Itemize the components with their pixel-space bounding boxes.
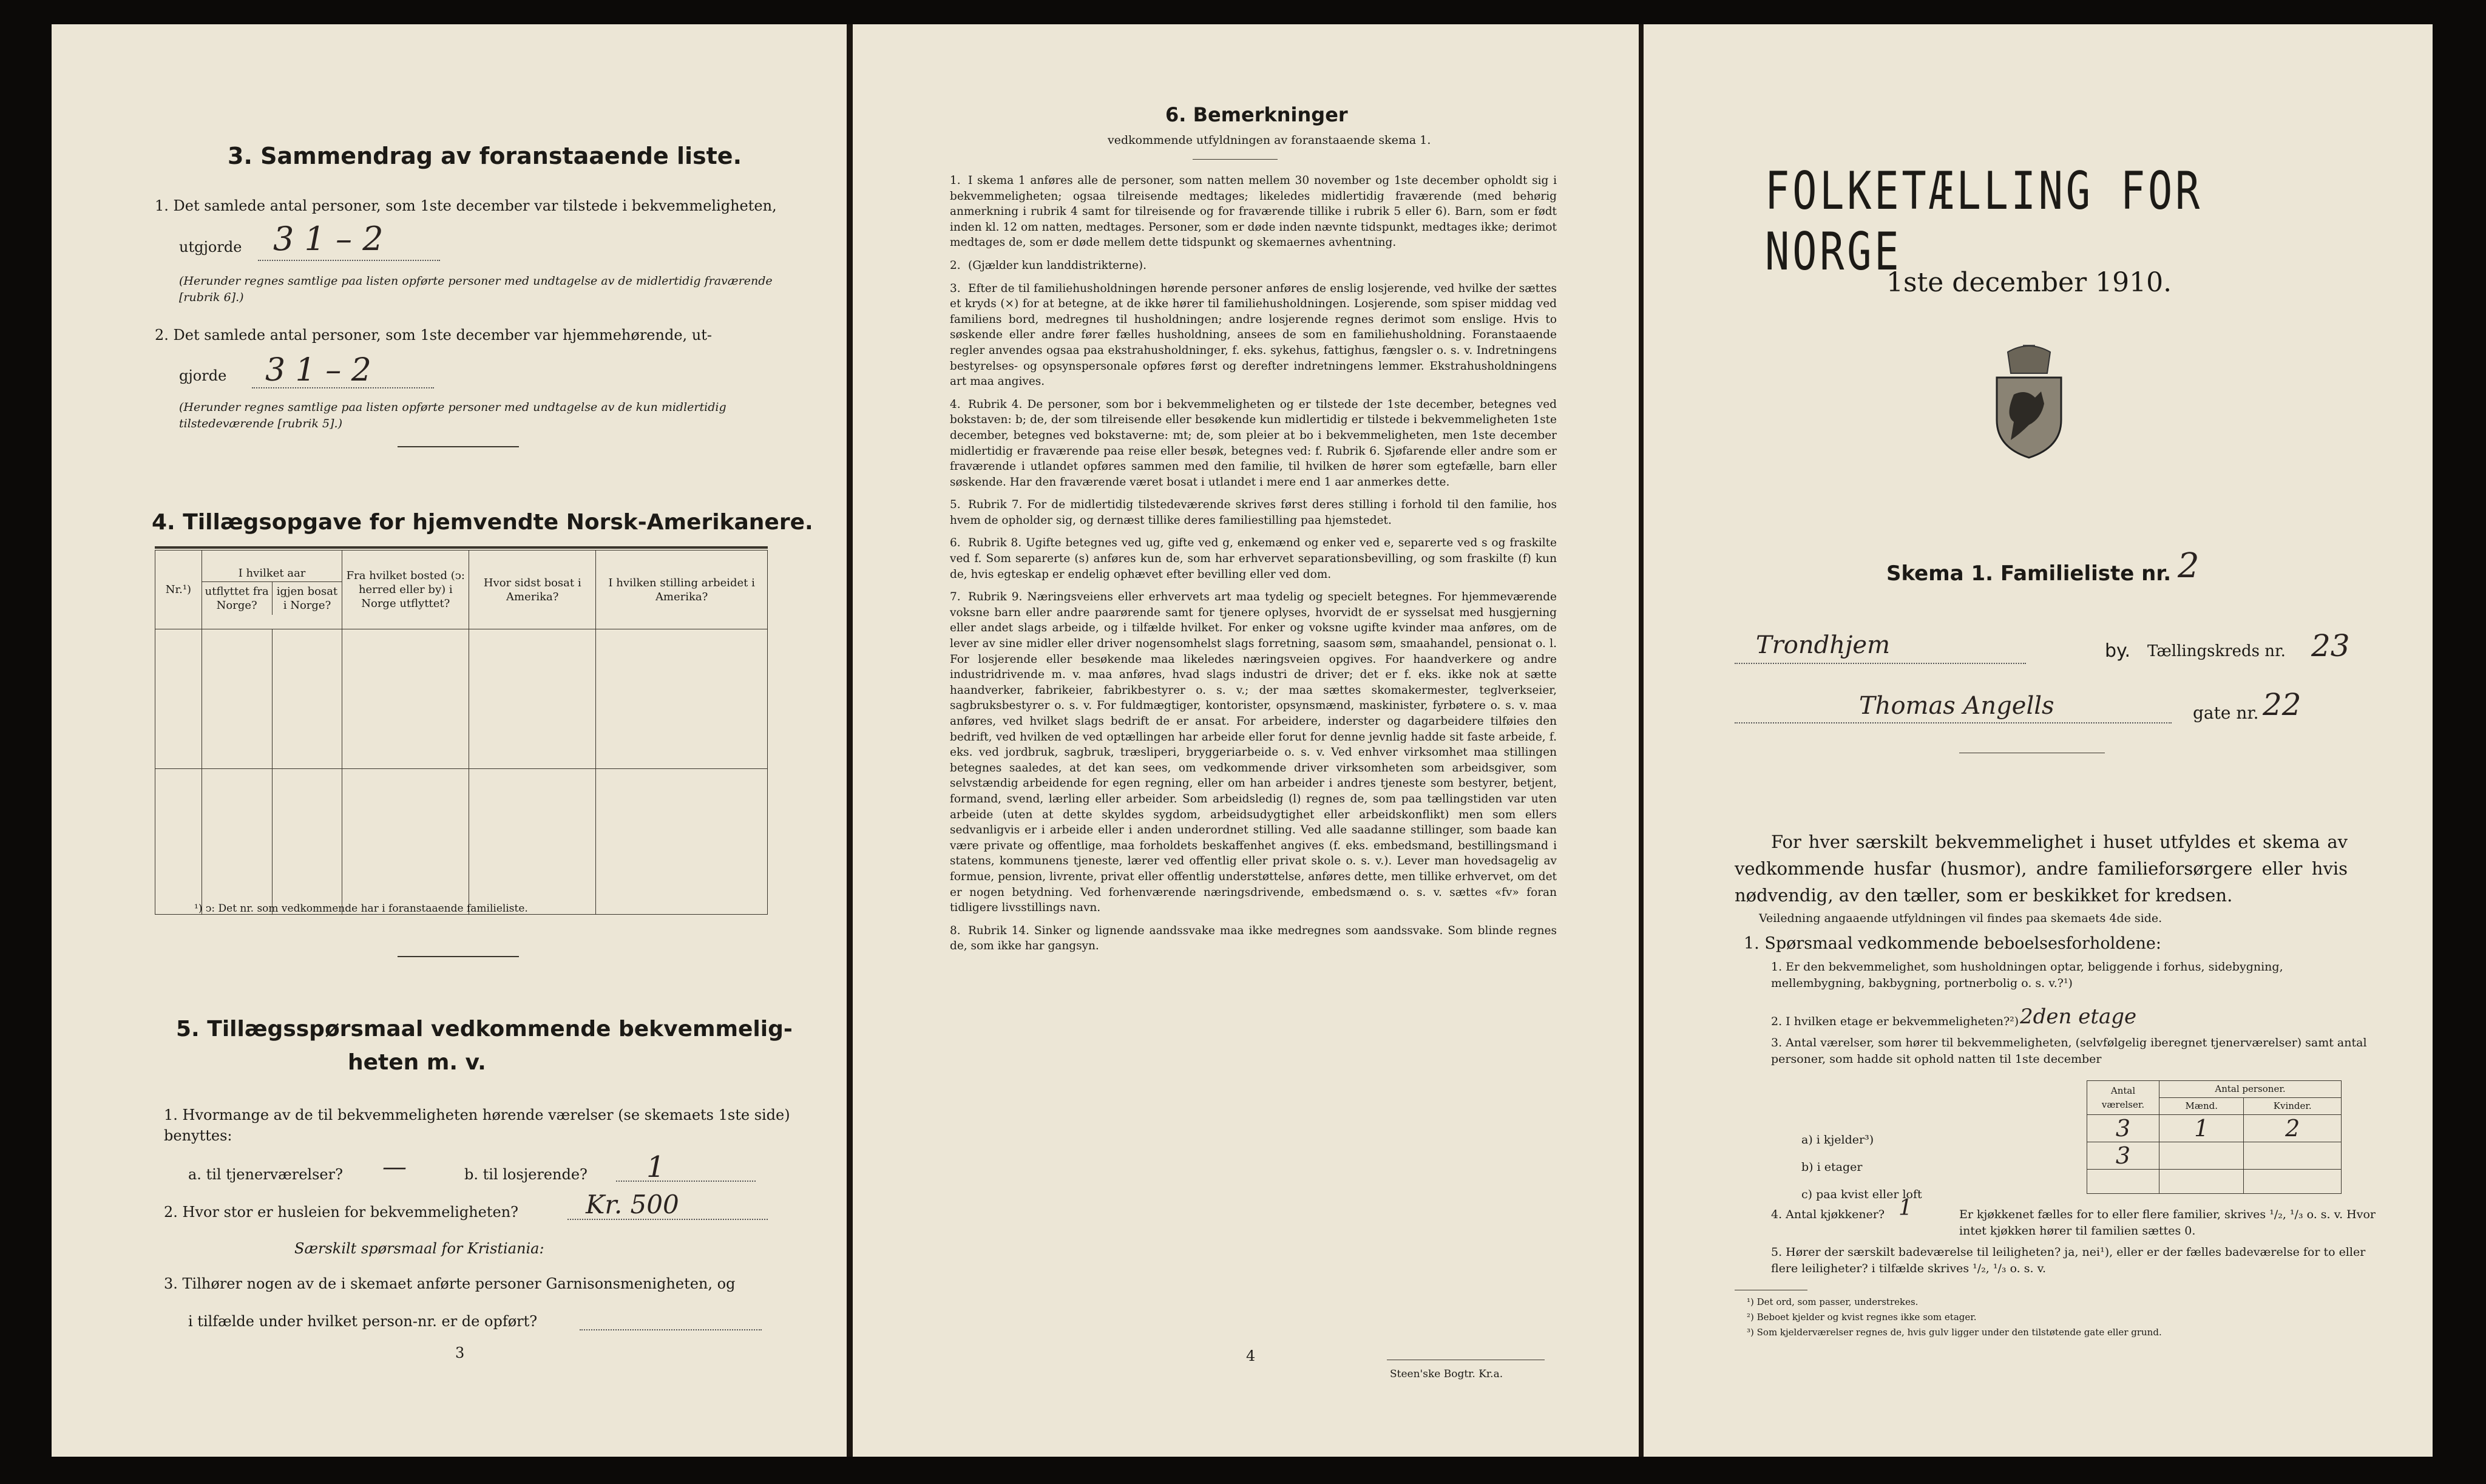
remarks-subtitle: vedkommende utfyldningen av foranstaaende skema 1. bbox=[1108, 134, 1431, 147]
kreds-label: Tællingskreds nr. bbox=[2147, 642, 2286, 660]
col-amerika-bosat: Hvor sidst bosat i Amerika? bbox=[469, 551, 596, 629]
s5-q2-text: 2. Hvor stor er husleien for bekvemmeligheten? bbox=[164, 1204, 519, 1221]
col-utflyttet: utflyttet fra Norge? bbox=[202, 582, 273, 615]
remarks-title: 6. Bemerkninger bbox=[1165, 103, 1348, 126]
rooms-cell: 3 bbox=[2087, 1115, 2159, 1142]
s5-q1b-text: b. til losjerende? bbox=[464, 1166, 588, 1183]
s3-q1-handwritten: 3 1 – 2 bbox=[273, 220, 384, 258]
table-row bbox=[2087, 1115, 2342, 1142]
s3-q2-note: (Herunder regnes samtlige paa listen opførte personer med undtagelse av de kun midlertidig tilstedeværende [rubrik 5].) bbox=[179, 401, 726, 430]
s5-q3-text: 3. Tilhører nogen av de i skemaet anførte personer Garnisonsmenigheten, og bbox=[164, 1275, 736, 1292]
gate-label: gate nr. bbox=[2193, 703, 2259, 723]
divider bbox=[1193, 159, 1278, 160]
s5-q1-text: 1. Hvormange av de til bekvemmeligheten hørende værelser (se skemaets 1ste side) benyttes: bbox=[164, 1106, 790, 1144]
kreds-number-handwritten: 23 bbox=[2311, 628, 2350, 663]
footnote-3: ³) Som kjelderværelser regnes de, hvis gulv ligger under den tilstøtende gate eller grund. bbox=[1747, 1327, 2162, 1338]
section-4-title: 4. Tillægsopgave for hjemvendte Norsk-Amerikanere. bbox=[152, 510, 813, 535]
s3-q1-note: (Herunder regnes samtlige paa listen opførte personer med undtagelse av de midlertidig fraværende [rubrik 6].) bbox=[179, 274, 773, 304]
questions-heading: 1. Spørsmaal vedkommende beboelsesforholdene: bbox=[1744, 934, 2161, 953]
skema-label: Skema 1. Familieliste nr. bbox=[1886, 561, 2172, 586]
gate-answer-line bbox=[1735, 722, 2172, 723]
by-answer-line bbox=[1735, 663, 2026, 664]
row-label-kjelder: a) i kjelder³) bbox=[1801, 1133, 1874, 1147]
s5-q1a-text: a. til tjenerværelser? bbox=[188, 1166, 343, 1183]
table-top-rule bbox=[155, 546, 768, 549]
q4-rest: Er kjøkkenet fælles for to eller flere familier, skrives ¹/₂, ¹/₃ o. s. v. Hvor intet kjøkken hører til familien sættes 0. bbox=[1959, 1208, 2376, 1238]
s3-q2-handwritten: 3 1 – 2 bbox=[265, 352, 371, 388]
remark-item: 5. Rubrik 7. For de midlertidig tilstedeværende skrives først deres stilling i forhold til den familie, hos hvem de opholder sig, og dernæst tillike deres familiestilling paa hjemstedet. bbox=[950, 498, 1557, 527]
table-row bbox=[2087, 1142, 2342, 1170]
footnote-2: ²) Beboet kjelder og kvist regnes ikke som etager. bbox=[1747, 1312, 1977, 1323]
s5-q1b-handwritten: 1 bbox=[646, 1150, 665, 1184]
kvinder-cell: 2 bbox=[2244, 1115, 2342, 1142]
remark-item: 7. Rubrik 9. Næringsveiens eller erhvervets art maa tydelig og specielt betegnes. For hjemmeværende voksne barn eller andre paarørende samt for tjenere oplyses, hvorvidt de er sysselsat med husgjerning eller andet slags arbeide, og i tilfælde hvilket. For enker og voksne ugifte kvinder maa anføres, om de lever av sine midler eller driver nogensomhelst slags forretning, saasom søm, smaahandel, pensionat o. l. For losjerende eller besøkende maa likeledes næringsveien opgives. For haandverkere og andre industridrivende m. v. maa anføres, hvad slags industri de driver; det er f. eks. ikke nok at sætte haandverker, fabrikeier, fabrikbestyrer o. s. v.; der maa sættes skomakermester, teglverkseier, sagbruksbestyrer o. s. v. For fuldmægtiger, kontorister, opsynsmænd, maskinister, fyrbøtere o. s. v. maa anføres, ved hvilket slags bedrift de er ansat. For arbeidere, inderster og dagarbeidere tilføies den bedrift, ved hvilken de ved optællingen har arbeide eller forut for denne jevnlig hadde sit faste arbeide, f. eks. ved jordbruk, sagbruk, træsliperi, bryggeriarbeide o. s. v. Ved enhver virksomhet maa stillingen betegnes saaledes, at det kan sees, om vedkommende driver virksomheten som arbeidsgiver, som selvstændig arbeidende for egen regning, eller om han arbeider i andres tjeneste som bestyrer, betjent, formand, svend, lærling eller arbeider. Som arbeidsledig (l) regnes de, som paa tællingstiden var uten arbeide (uten at dette skyldes sygdom, arbeidsudygtighet eller arbeidskonflikt) men som ellers sedvanligvis er i arbeide eller i anden underordnet stilling. Ved alle saadanne stillinger, som baade kan være private og offentlige, maa forholdets beskaffenhet angives (f. eks. embedsmand, bestillingsmand i statens, kommunens tjeneste, lærer ved offentlig eller privat skole o. s. v.). Lever man hovedsagelig av formue, pension, livrente, privat eller offentlig understøttelse, anføres dette, men tillike erhvervet, om det er nogen betydning. Ved forhenværende næringsdrivende, embedsmænd o. s. v. sættes «fv» foran tidligere livsstillings navn. bbox=[950, 591, 1557, 915]
page-number: 4 bbox=[1246, 1347, 1256, 1364]
q2-handwritten: 2den etage bbox=[2020, 1005, 2137, 1029]
s3-q2-prefix: gjorde bbox=[179, 367, 227, 384]
row-label-kvist: c) paa kvist eller loft bbox=[1801, 1188, 1922, 1201]
row-label-etager: b) i etager bbox=[1801, 1160, 1863, 1174]
s4-footnote: ¹) ↄ: Det nr. som vedkommende har i foranstaaende familieliste. bbox=[194, 903, 528, 915]
printer-imprint: Steen'ske Bogtr. Kr.a. bbox=[1390, 1368, 1503, 1380]
remark-item: 2. (Gjælder kun landdistrikterne). bbox=[950, 259, 1147, 272]
s3-q1-answer-line bbox=[258, 260, 440, 261]
footnote-1: ¹) Det ord, som passer, understrekes. bbox=[1747, 1296, 1919, 1307]
page-4 bbox=[853, 24, 1639, 1457]
s5-q1b-answer-line bbox=[616, 1181, 756, 1182]
s3-q1-prefix: utgjorde bbox=[179, 239, 242, 256]
col-bosted: Fra hvilket bosted (ↄ: herred eller by) i Norge utflyttet? bbox=[342, 551, 469, 629]
page-number: 3 bbox=[455, 1344, 465, 1361]
page-3 bbox=[52, 24, 847, 1457]
q2-text: 2. I hvilken etage er bekvemmeligheten?²) bbox=[1771, 1015, 2019, 1028]
s5-q2-answer-line bbox=[567, 1219, 768, 1220]
remark-item: 8. Rubrik 14. Sinker og lignende aandssvake maa ikke medregnes som aandssvake. Som blinde regnes de, som ikke har gangsyn. bbox=[950, 924, 1557, 953]
norsk-amerikanere-table bbox=[155, 550, 768, 915]
by-handwritten: Trondhjem bbox=[1756, 631, 1891, 659]
col-kvinder: Kvinder. bbox=[2244, 1098, 2342, 1115]
q3-text: 3. Antal værelser, som hører til bekvemmeligheten, (selvfølgelig iberegnet tjenerværelser) samt antal personer, som hadde sit ophold natten til 1ste december bbox=[1771, 1036, 2367, 1066]
census-title: FOLKETÆLLING FOR NORGE bbox=[1765, 161, 2203, 282]
s3-q2-text: 2. Det samlede antal personer, som 1ste december var hjemmehørende, ut- bbox=[155, 327, 712, 344]
familieliste-number-handwritten: 2 bbox=[2178, 546, 2200, 586]
col-maend: Mænd. bbox=[2159, 1098, 2244, 1115]
s5-q2-handwritten: Kr. 500 bbox=[586, 1190, 679, 1219]
maend-cell: 1 bbox=[2159, 1115, 2244, 1142]
rooms-persons-table bbox=[2087, 1080, 2342, 1194]
table-row bbox=[2087, 1170, 2342, 1194]
kristiania-heading: Særskilt spørsmaal for Kristiania: bbox=[294, 1240, 544, 1257]
q4-handwritten: 1 bbox=[1898, 1196, 1912, 1221]
census-date: 1ste december 1910. bbox=[1886, 267, 2172, 298]
gutter-left bbox=[847, 24, 853, 1457]
section-5-title-2: heten m. v. bbox=[348, 1050, 486, 1075]
col-nr: Nr.¹) bbox=[155, 551, 202, 629]
q1-text: 1. Er den bekvemmelighet, som husholdningen optar, beliggende i forhus, sidebygning, mellembygning, bakbygning, portnerbolig o. s. v.?¹) bbox=[1771, 960, 2283, 990]
s3-q1-text: 1. Det samlede antal personer, som 1ste december var tilstede i bekvemmeligheten, bbox=[155, 197, 777, 214]
q4-text: 4. Antal kjøkkener? bbox=[1771, 1208, 1885, 1221]
s5-q3-answer-line bbox=[580, 1329, 762, 1330]
remark-item: 1. I skema 1 anføres alle de personer, som natten mellem 30 november og 1ste december opholdt sig i bekvemmeligheten; ogsaa tilreisende medtages; likeledes midlertidig fraværende (med behørig anmerkning i rubrik 4 samt for tilreisende og for fraværende tillike i rubrik 5 eller 6). Barn, som er født inden kl. 12 om natten, medtages. Personer, som er døde inden nævnte tidspunkt, medtages ikke; derimot medtages de, som er døde mellem dette tidspunkt og skemaernes avhentning. bbox=[950, 174, 1557, 249]
remark-item: 3. Efter de til familiehusholdningen hørende personer anføres de enslig losjerende, ved hvilke der sættes et kryds (×) for at betegne, at de ikke hører til familiehusholdningen. Losjerende, som spiser middag ved familiens bord, medregnes til husholdningen; andre losjerende regnes derimot som enslige. Hvis to søskende eller andre fører fælles husholdning, ansees de som en familiehusholdning. Foranstaaende regler anvendes ogsaa paa ekstrahusholdninger, f. eks. sykehus, fattighus, fængsler o. s. v. Indretningens bestyrelses- og opsynspersonale opføres først og derefter indretningens lemmer. Ekstrahusholdningens art maa angives. bbox=[950, 282, 1557, 388]
divider bbox=[398, 446, 519, 447]
col-stilling: I hvilken stilling arbeidet i Amerika? bbox=[596, 551, 768, 629]
gate-number-handwritten: 22 bbox=[2263, 687, 2301, 722]
intro-note: Veiledning angaaende utfyldningen vil findes paa skemaets 4de side. bbox=[1759, 912, 2163, 925]
section-3-title: 3. Sammendrag av foranstaaende liste. bbox=[228, 143, 742, 169]
by-label: by. bbox=[2105, 640, 2131, 662]
col-rooms: Antal værelser. bbox=[2087, 1081, 2159, 1115]
remark-item: 4. Rubrik 4. De personer, som bor i bekvemmeligheten og er tilstede der 1ste december, betegnes ved bokstaven: b; de, der som tilreisende eller besøkende kun midlertidig er tilstede i bekvemmeligheten 1ste december, betegnes ved bokstaverne: mt; de, som pleier at bo i bekvemmeligheten, men 1ste december midlertidig er fraværende paa reise eller besøk, betegnes ved: f. Rubrik 6. Sjøfarende eller andre som er fraværende i utlandet opføres sammen med den familie, til hvilken de hører som egtefælle, barn eller søskende. Har den fraværende været bosat i utlandet i mere end 1 aar anmerkes dette. bbox=[950, 398, 1557, 489]
table-body-row bbox=[155, 769, 768, 915]
section-5-title-1: 5. Tillægsspørsmaal vedkommende bekvemmelig- bbox=[176, 1017, 793, 1042]
col-group-label: I hvilket aar bbox=[202, 565, 342, 582]
col-persons: Antal personer. bbox=[2159, 1081, 2342, 1098]
coat-of-arms-icon bbox=[1990, 340, 2068, 461]
s5-q1a-handwritten: — bbox=[382, 1153, 407, 1181]
page-1-cover bbox=[1644, 24, 2433, 1457]
col-igjen-bosat: igjen bosat i Norge? bbox=[276, 584, 338, 612]
remarks-list bbox=[950, 173, 1557, 1332]
gate-handwritten: Thomas Angells bbox=[1859, 692, 2054, 720]
remark-item: 6. Rubrik 8. Ugifte betegnes ved ug, gifte ved g, enkemænd og enker ved e, separerte ved s og fraskilte ved f. Som separerte (s) anføres kun de, som har erhvervet separationsbevilling, og som fraskilte (f) kun de, hvis egteskap er endelig ophævet efter bevilling eller ved dom. bbox=[950, 537, 1557, 581]
s5-q3-text-2: i tilfælde under hvilket person-nr. er de opført? bbox=[188, 1313, 538, 1330]
rooms-cell: 3 bbox=[2087, 1142, 2159, 1170]
divider bbox=[398, 956, 519, 957]
table-body-row bbox=[155, 629, 768, 769]
intro-paragraph: For hver særskilt bekvemmelighet i huset utfyldes et skema av vedkommende husfar (husmor), andre familieforsørgere eller hvis nødvendig, av den tæller, som er beskikket for kredsen. bbox=[1735, 832, 2348, 906]
col-group-aar bbox=[202, 551, 342, 629]
q5-text: 5. Hører der særskilt badeværelse til leiligheten? ja, nei¹), eller er der fælles badeværelse for to eller flere leiligheter? i tilfælde skrives ¹/₂, ¹/₃ o. s. v. bbox=[1771, 1245, 2366, 1275]
